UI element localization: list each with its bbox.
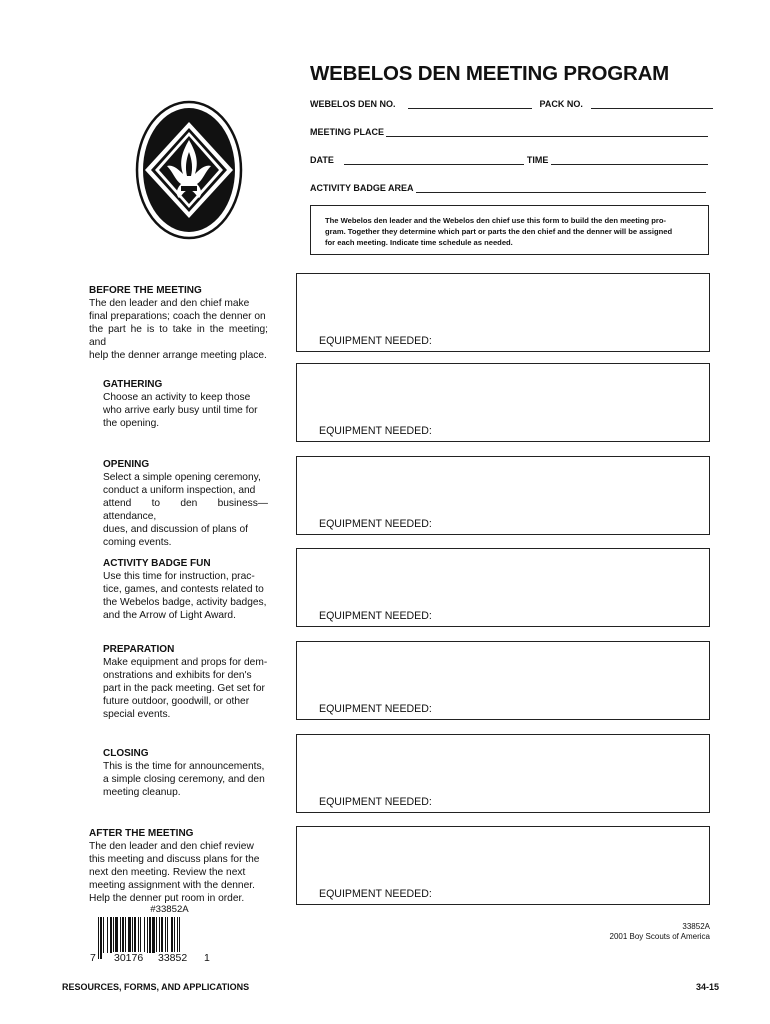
- gathering-notes-box[interactable]: [296, 363, 710, 442]
- section-line: the Webelos badge, activity badges,: [103, 597, 267, 608]
- activity-badge-area-label: ACTIVITY BADGE AREA: [310, 183, 414, 193]
- section-heading: BEFORE THE MEETING: [89, 285, 202, 296]
- section-heading: AFTER THE MEETING: [89, 828, 194, 839]
- section-line: final preparations; coach the denner on: [89, 311, 266, 322]
- date-time-row: [310, 155, 708, 165]
- barcode-bars-icon: [88, 915, 213, 959]
- instructions-box: [310, 205, 709, 255]
- barcode-digit: 1: [204, 952, 210, 964]
- barcode: [88, 904, 213, 977]
- activity-badge-area-field[interactable]: [416, 183, 706, 193]
- section-line: attend to den business—attendance,: [103, 498, 268, 522]
- equipment-needed-label: EQUIPMENT NEEDED:: [319, 888, 432, 900]
- before-meeting-notes-box[interactable]: [296, 273, 710, 352]
- instructions-line: The Webelos den leader and the Webelos den chief use this form to build the den meeting pro-: [325, 216, 667, 225]
- meeting-place-label: MEETING PLACE: [310, 127, 385, 137]
- equipment-needed-label: EQUIPMENT NEEDED:: [319, 610, 432, 622]
- barcode-digit: 30176: [114, 952, 144, 964]
- pack-number-label: PACK NO.: [539, 99, 583, 109]
- page-number: 34-15: [696, 982, 720, 992]
- section-line: special events.: [103, 709, 171, 720]
- form-number: 33852A: [682, 922, 710, 931]
- section-line: meeting assignment with the denner.: [89, 880, 255, 891]
- activity-badge-row: [310, 183, 706, 193]
- den-number-field[interactable]: [408, 99, 532, 109]
- closing-notes-box[interactable]: [296, 734, 710, 813]
- page-title: WEBELOS DEN MEETING PROGRAM: [310, 62, 670, 85]
- den-number-label: WEBELOS DEN NO.: [310, 99, 396, 109]
- section-opening: [103, 458, 268, 549]
- barcode-digits: [88, 952, 213, 977]
- footer-section-title: RESOURCES, FORMS, AND APPLICATIONS: [62, 982, 250, 992]
- section-line: The den leader and den chief make: [89, 298, 250, 309]
- meeting-place-field[interactable]: [386, 127, 708, 137]
- equipment-needed-label: EQUIPMENT NEEDED:: [319, 703, 432, 715]
- section-line: who arrive early busy until time for: [103, 405, 258, 416]
- den-number-row: [310, 99, 713, 109]
- section-after-meeting: [89, 827, 268, 905]
- section-line: and the Arrow of Light Award.: [103, 610, 236, 621]
- after-meeting-notes-box[interactable]: [296, 826, 710, 905]
- instructions-line: for each meeting. Indicate time schedule as needed.: [325, 238, 513, 247]
- section-line: meeting cleanup.: [103, 787, 181, 798]
- section-before-meeting: [89, 284, 268, 362]
- section-line: Use this time for instruction, prac-: [103, 571, 255, 582]
- activity-badge-fun-notes-box[interactable]: [296, 548, 710, 627]
- section-line: next den meeting. Review the next: [89, 867, 246, 878]
- section-line: future outdoor, goodwill, or other: [103, 696, 250, 707]
- instructions-line: gram. Together they determine which part or parts the den chief and the denner will be assigned: [325, 227, 673, 236]
- section-line: Choose an activity to keep those: [103, 392, 251, 403]
- section-line: the part he is to take in the meeting; and: [89, 324, 268, 348]
- equipment-needed-label: EQUIPMENT NEEDED:: [319, 425, 432, 437]
- date-label: DATE: [310, 155, 334, 165]
- section-line: the opening.: [103, 418, 160, 429]
- copyright-block: [610, 922, 711, 942]
- opening-notes-box[interactable]: [296, 456, 710, 535]
- section-line: part in the pack meeting. Get set for: [103, 683, 265, 694]
- equipment-needed-label: EQUIPMENT NEEDED:: [319, 518, 432, 530]
- section-line: coming events.: [103, 537, 172, 548]
- equipment-needed-label: EQUIPMENT NEEDED:: [319, 335, 432, 347]
- section-line: The den leader and den chief review: [89, 841, 254, 852]
- barcode-label: #33852A: [150, 904, 189, 915]
- webelos-logo-icon: [135, 100, 243, 245]
- section-heading: ACTIVITY BADGE FUN: [103, 558, 211, 569]
- barcode-digit: 33852: [158, 952, 188, 964]
- section-line: This is the time for announcements,: [103, 761, 265, 772]
- section-closing: [103, 747, 268, 799]
- section-line: onstrations and exhibits for den's: [103, 670, 252, 681]
- section-line: this meeting and discuss plans for the: [89, 854, 260, 865]
- section-heading: PREPARATION: [103, 644, 175, 655]
- equipment-needed-label: EQUIPMENT NEEDED:: [319, 796, 432, 808]
- section-heading: OPENING: [103, 459, 150, 470]
- section-line: a simple closing ceremony, and den: [103, 774, 265, 785]
- section-heading: GATHERING: [103, 379, 163, 390]
- section-line: dues, and discussion of plans of: [103, 524, 248, 535]
- meeting-place-row: [310, 127, 708, 137]
- date-field[interactable]: [344, 155, 524, 165]
- section-gathering: [103, 378, 268, 430]
- section-preparation: [103, 643, 268, 721]
- copyright-line: 2001 Boy Scouts of America: [609, 932, 710, 941]
- section-line: tice, games, and contests related to: [103, 584, 264, 595]
- section-line: Help the denner put room in order.: [89, 893, 245, 904]
- section-line: Make equipment and props for dem-: [103, 657, 268, 668]
- section-line: Select a simple opening ceremony,: [103, 472, 261, 483]
- section-line: conduct a uniform inspection, and: [103, 485, 256, 496]
- time-label: TIME: [526, 155, 549, 165]
- barcode-digit: 7: [90, 952, 96, 964]
- section-activity-badge-fun: [103, 557, 268, 622]
- section-heading: CLOSING: [103, 748, 149, 759]
- preparation-notes-box[interactable]: [296, 641, 710, 720]
- time-field[interactable]: [551, 155, 708, 165]
- pack-number-field[interactable]: [591, 99, 713, 109]
- section-line: help the denner arrange meeting place.: [89, 350, 267, 361]
